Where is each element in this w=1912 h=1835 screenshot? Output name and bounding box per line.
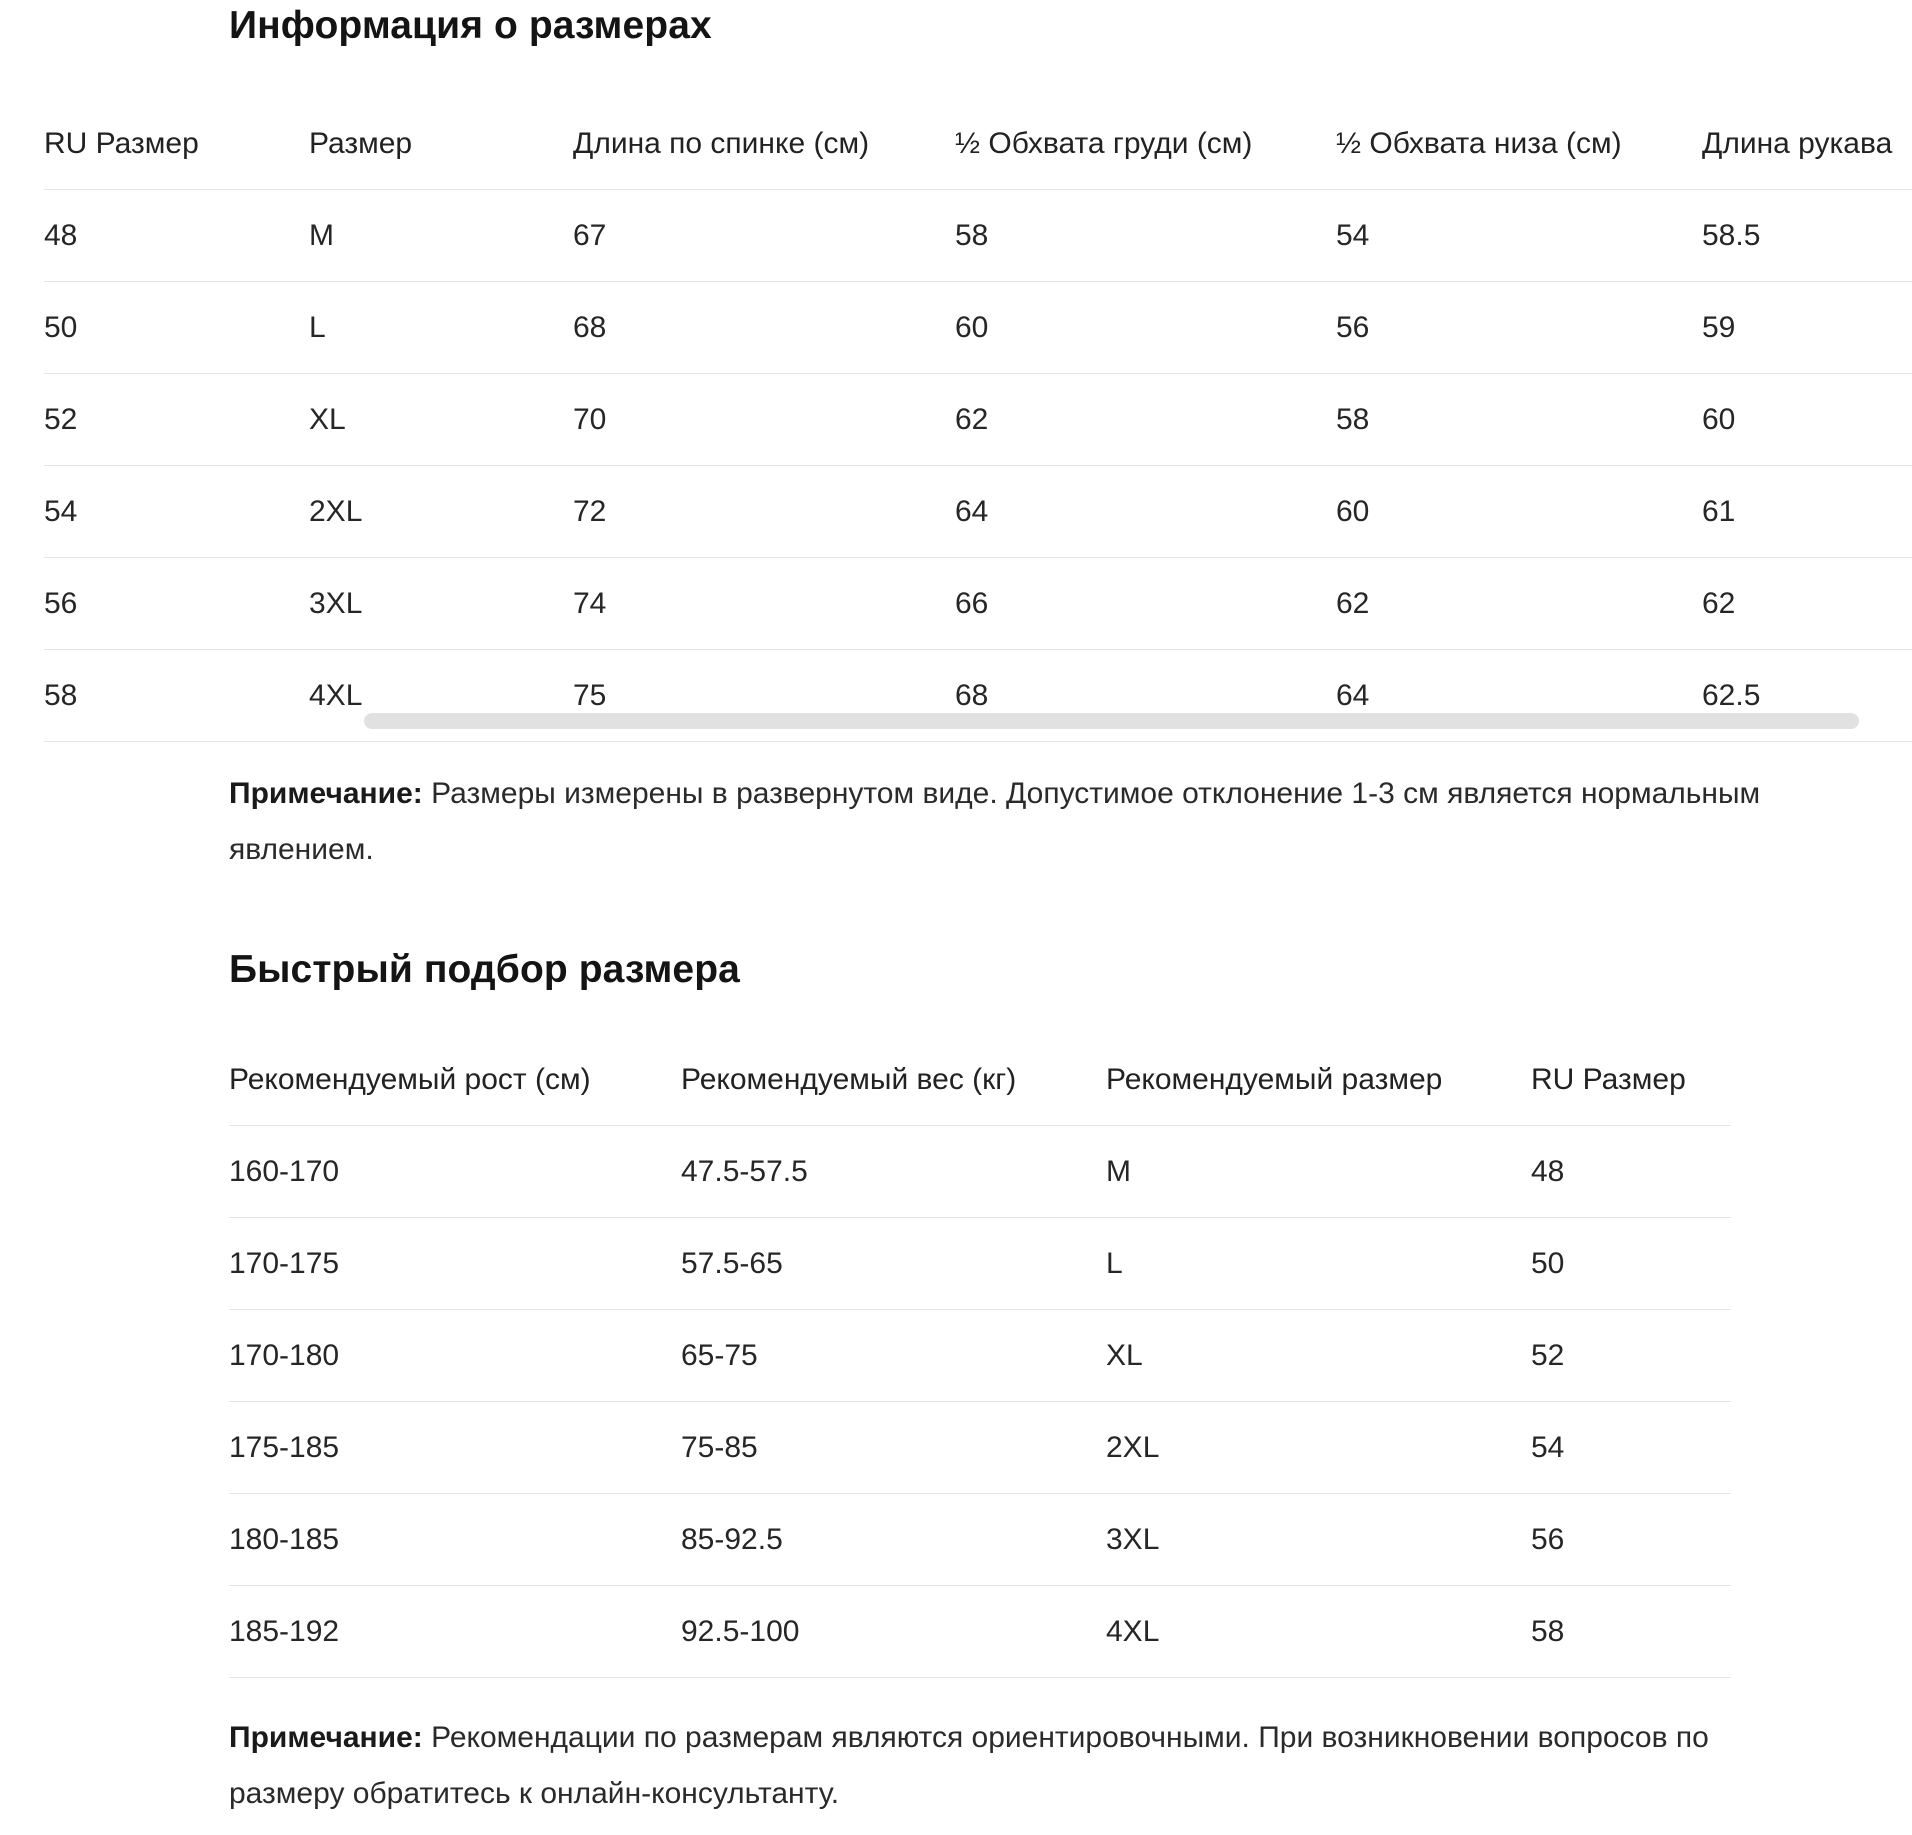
column-header: Рекомендуемый вес (кг) <box>681 1063 1017 1096</box>
column-header: ½ Обхвата низа (см) <box>1336 127 1622 160</box>
table-row <box>44 190 1912 282</box>
column-header: Размер <box>309 127 413 160</box>
size-info-table[interactable] <box>44 98 1912 742</box>
table-row <box>44 282 1912 374</box>
table-cell: 185-192 <box>229 1615 340 1648</box>
table-cell: 56 <box>44 587 78 620</box>
table-cell: 75 <box>573 679 607 712</box>
table-cell: 65-75 <box>681 1339 758 1372</box>
table-cell: 54 <box>44 495 78 528</box>
table-cell: XL <box>309 403 346 436</box>
table-cell: 60 <box>1702 403 1736 436</box>
table-row <box>229 1310 1731 1402</box>
table-cell: 62 <box>1702 587 1736 620</box>
table-cell: 58 <box>1336 403 1370 436</box>
table-cell: 70 <box>573 403 607 436</box>
table-cell: 3XL <box>309 587 363 620</box>
column-header: RU Размер <box>1531 1063 1686 1096</box>
table-cell: 52 <box>1531 1339 1565 1372</box>
table-cell: 64 <box>1336 679 1370 712</box>
size-info-title: Информация о размерах <box>229 4 712 47</box>
table-cell: L <box>1106 1247 1123 1280</box>
table-cell: 75-85 <box>681 1431 758 1464</box>
table-cell: 180-185 <box>229 1523 340 1556</box>
table-cell: 85-92.5 <box>681 1523 783 1556</box>
table-cell: 92.5-100 <box>681 1615 800 1648</box>
table-cell: 160-170 <box>229 1155 340 1188</box>
table-cell: 74 <box>573 587 607 620</box>
table-cell: M <box>309 219 334 252</box>
table-cell: 67 <box>573 219 607 252</box>
size-info-table-header <box>44 98 1912 190</box>
table-cell: 68 <box>955 679 989 712</box>
table-row <box>44 374 1912 466</box>
table-cell: 54 <box>1336 219 1370 252</box>
size-info-note <box>229 766 1789 878</box>
table-cell: M <box>1106 1155 1131 1188</box>
table-cell: 2XL <box>309 495 363 528</box>
table-cell: 59 <box>1702 311 1736 344</box>
table-cell: 47.5-57.5 <box>681 1155 808 1188</box>
note-text: Размеры измерены в развернутом виде. Допустимое отклонение 1-3 см является нормальным явлением. <box>229 777 1761 866</box>
table-cell: 58.5 <box>1702 219 1761 252</box>
column-header: ½ Обхвата груди (см) <box>955 127 1253 160</box>
table-cell: 4XL <box>1106 1615 1160 1648</box>
table-cell: L <box>309 311 326 344</box>
table-cell: 58 <box>1531 1615 1565 1648</box>
table-cell: 62.5 <box>1702 679 1761 712</box>
table-cell: 52 <box>44 403 78 436</box>
column-header: Рекомендуемый рост (см) <box>229 1063 591 1096</box>
table-cell: 56 <box>1531 1523 1565 1556</box>
table-cell: 58 <box>44 679 78 712</box>
table-row <box>229 1494 1731 1586</box>
table-row <box>44 466 1912 558</box>
quick-fit-title: Быстрый подбор размера <box>229 948 740 991</box>
table-cell: 2XL <box>1106 1431 1160 1464</box>
table-cell: 4XL <box>309 679 363 712</box>
column-header: RU Размер <box>44 127 199 160</box>
table-cell: 48 <box>1531 1155 1565 1188</box>
column-header: Рекомендуемый размер <box>1106 1063 1443 1096</box>
table-cell: 170-180 <box>229 1339 340 1372</box>
quick-fit-note <box>229 1710 1789 1822</box>
table-cell: 56 <box>1336 311 1370 344</box>
table-cell: 50 <box>44 311 78 344</box>
table-cell: 62 <box>955 403 989 436</box>
column-header: Длина рукава <box>1702 127 1893 160</box>
table-row <box>229 1402 1731 1494</box>
table-cell: 175-185 <box>229 1431 340 1464</box>
table-cell: 48 <box>44 219 78 252</box>
table-row <box>229 1218 1731 1310</box>
table-cell: 58 <box>955 219 989 252</box>
note-text: Рекомендации по размерам являются ориентировочными. При возникновении вопросов по размеру обратитесь к онлайн-консультанту. <box>229 1721 1709 1810</box>
quick-fit-table <box>229 1034 1731 1678</box>
table-cell: 50 <box>1531 1247 1565 1280</box>
table-cell: 66 <box>955 587 989 620</box>
quick-fit-table-header <box>229 1034 1731 1126</box>
table-cell: 3XL <box>1106 1523 1160 1556</box>
table-cell: 170-175 <box>229 1247 340 1280</box>
note-label: Примечание: <box>229 777 423 810</box>
table-cell: 64 <box>955 495 989 528</box>
table-row <box>229 1586 1731 1678</box>
table-cell: 61 <box>1702 495 1736 528</box>
table-cell: 68 <box>573 311 607 344</box>
table-cell: 57.5-65 <box>681 1247 783 1280</box>
note-label: Примечание: <box>229 1721 423 1754</box>
column-header: Длина по спинке (см) <box>573 127 870 160</box>
horizontal-scrollbar[interactable] <box>364 713 1859 729</box>
table-row <box>44 558 1912 650</box>
table-cell: 54 <box>1531 1431 1565 1464</box>
table-cell: 62 <box>1336 587 1370 620</box>
table-cell: 72 <box>573 495 607 528</box>
table-row <box>229 1126 1731 1218</box>
table-cell: 60 <box>955 311 989 344</box>
table-cell: 60 <box>1336 495 1370 528</box>
table-cell: XL <box>1106 1339 1143 1372</box>
